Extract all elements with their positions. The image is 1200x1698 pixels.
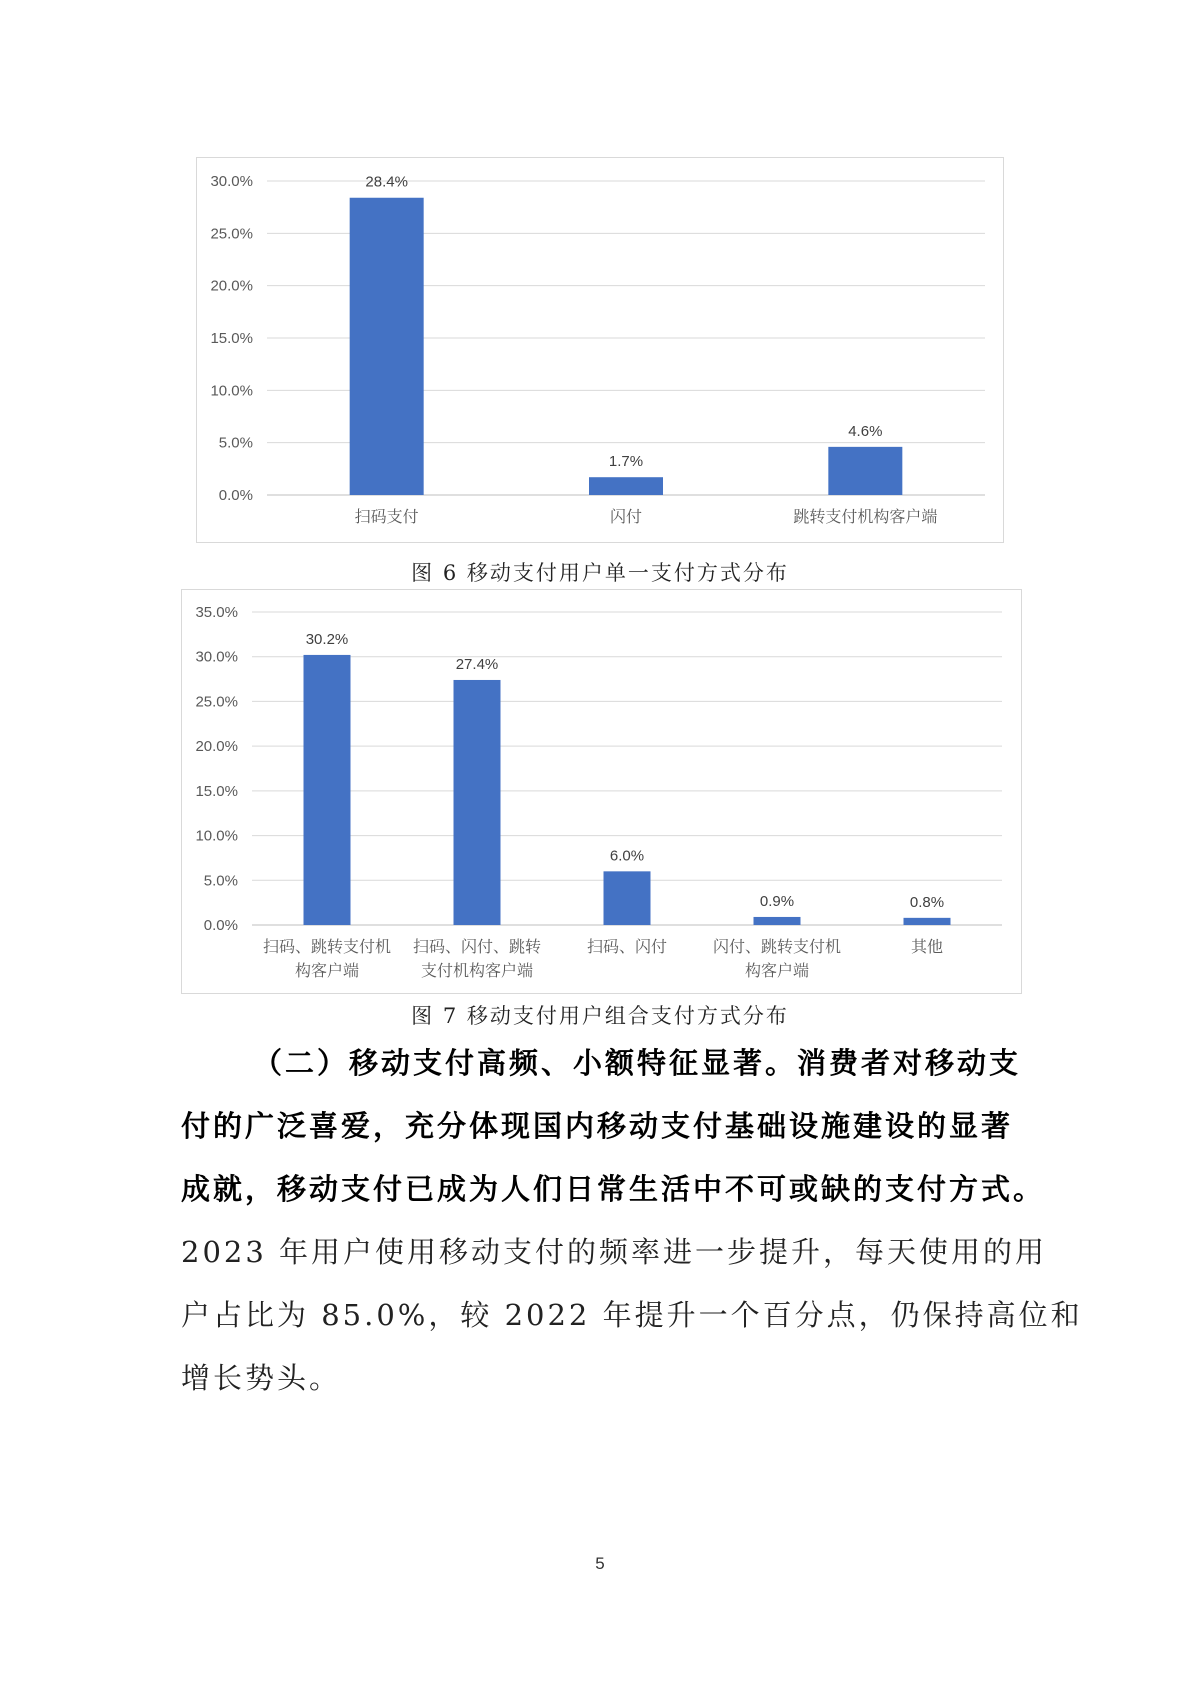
figure-6-svg xyxy=(197,158,1003,542)
y-tick-label: 10.0% xyxy=(210,382,253,400)
y-tick-label: 25.0% xyxy=(195,693,238,711)
category-label: 构客户端 xyxy=(744,961,810,980)
bar xyxy=(454,680,501,925)
y-tick-label: 0.0% xyxy=(218,487,253,504)
paragraph-line xyxy=(181,1032,1021,1095)
category-label: 扫码、闪付 xyxy=(586,937,668,956)
bar xyxy=(604,871,651,925)
data-label: 1.7% xyxy=(608,453,644,471)
data-label: 30.2% xyxy=(305,630,349,648)
data-label: 27.4% xyxy=(455,655,499,673)
bar xyxy=(828,447,902,495)
y-tick-label: 20.0% xyxy=(210,277,253,295)
y-tick-label: 20.0% xyxy=(195,738,238,756)
category-label: 扫码、闪付、跳转 xyxy=(412,937,542,956)
data-label: 6.0% xyxy=(609,847,645,865)
data-label: 28.4% xyxy=(365,173,408,191)
bar xyxy=(589,477,663,495)
body-paragraph xyxy=(181,1032,1083,1410)
paragraph-bold-text: 成就，移动支付已成为人们日常生活中不可或缺的支付方式。 xyxy=(181,1172,1046,1206)
bar xyxy=(754,917,801,925)
data-label: 4.6% xyxy=(848,422,883,440)
y-tick-label: 0.0% xyxy=(203,917,238,934)
category-label: 闪付 xyxy=(609,507,643,526)
figure-7-caption: 图 7 移动支付用户组合支付方式分布 xyxy=(411,1004,789,1028)
bar xyxy=(304,655,351,925)
y-tick-label: 30.0% xyxy=(210,173,253,190)
bar xyxy=(904,918,951,925)
figure-7-chart xyxy=(181,589,1022,994)
category-label: 构客户端 xyxy=(294,961,360,980)
category-label: 扫码支付 xyxy=(354,507,419,526)
y-tick-label: 30.0% xyxy=(195,648,238,666)
category-label: 跳转支付机构客户端 xyxy=(793,507,938,526)
figure-6-chart xyxy=(196,157,1004,543)
paragraph-line: 2023 年用户使用移动支付的频率进一步提升，每天使用的用 xyxy=(181,1235,1048,1269)
y-tick-label: 5.0% xyxy=(203,872,238,890)
data-label: 0.9% xyxy=(759,892,795,910)
figure-6-caption: 图 6 移动支付用户单一支付方式分布 xyxy=(411,561,789,585)
category-label: 闪付、跳转支付机 xyxy=(712,937,842,956)
category-label: 其他 xyxy=(910,937,944,956)
bar xyxy=(350,198,424,495)
y-tick-label: 10.0% xyxy=(195,827,238,845)
category-label: 支付机构客户端 xyxy=(420,961,534,980)
y-tick-label: 35.0% xyxy=(195,604,238,621)
paragraph-line xyxy=(181,1095,1021,1158)
page-number: 5 xyxy=(595,1554,605,1573)
data-label: 0.8% xyxy=(909,893,945,911)
y-tick-label: 15.0% xyxy=(195,782,238,800)
category-label: 扫码、跳转支付机 xyxy=(262,937,392,956)
paragraph-line xyxy=(181,1158,1046,1221)
y-tick-label: 15.0% xyxy=(210,330,253,347)
paragraph-line: 户占比为 85.0%，较 2022 年提升一个百分点，仍保持高位和 xyxy=(181,1298,1083,1332)
paragraph-line: 增长势头。 xyxy=(181,1361,342,1395)
paragraph-bold-text: 消费者对移动支 xyxy=(797,1046,1022,1080)
paragraph-heading: （二）移动支付高频、小额特征显著。 xyxy=(253,1046,798,1080)
figure-7-svg xyxy=(182,590,1021,993)
paragraph-bold-text: 付的广泛喜爱，充分体现国内移动支付基础设施建设的显著 xyxy=(181,1109,1014,1143)
y-tick-label: 5.0% xyxy=(218,434,253,452)
y-tick-label: 25.0% xyxy=(210,225,253,243)
